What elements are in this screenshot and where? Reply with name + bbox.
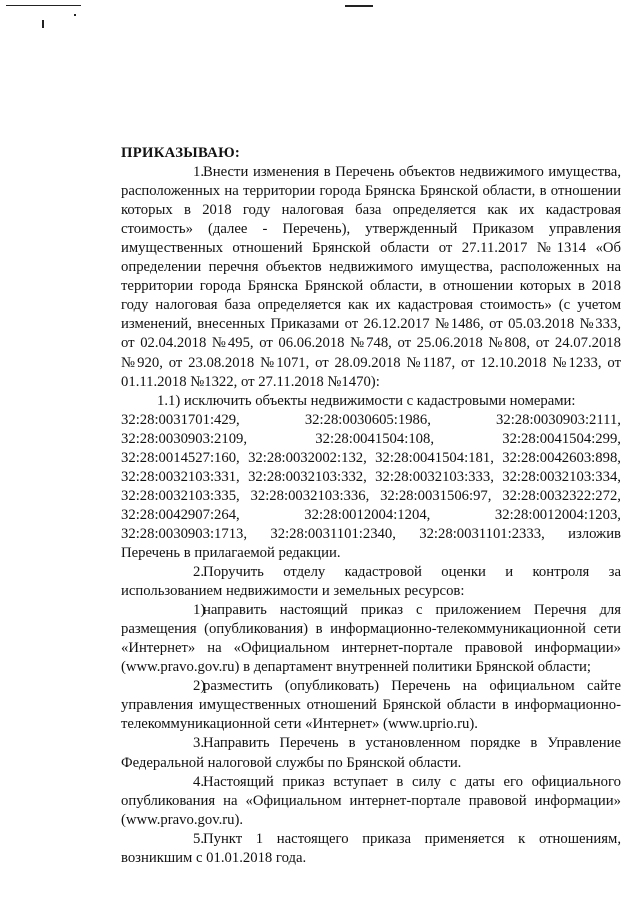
document-heading: ПРИКАЗЫВАЮ: bbox=[121, 145, 241, 161]
item-text: разместить (опубликовать) Перечень на официальном сайте управления имущественных отношений Брянской области в информационно-телекоммуникационной сети «Интернет» (www.uprio.ru). bbox=[121, 678, 621, 733]
cadastral-row bbox=[121, 506, 621, 525]
cadastral-number: 32:28:0032103:334, bbox=[502, 468, 621, 485]
paragraph-item-2 bbox=[121, 563, 621, 601]
cadastral-number: 32:28:0030903:1713, bbox=[121, 525, 248, 542]
cadastral-number: 32:28:0030605:1986, bbox=[304, 411, 431, 428]
cadastral-number: 32:28:0041504:181, bbox=[375, 449, 494, 466]
paragraph-item-1 bbox=[121, 163, 621, 392]
item-text: Поручить отделу кадастровой оценки и контроля за использованием недвижимости и земельных ресурсов: bbox=[121, 564, 621, 600]
subitem-1-1-intro: 1.1) исключить объекты недвижимости с кадастровыми номерами: bbox=[157, 392, 576, 409]
cadastral-number: 32:28:0041504:299, bbox=[502, 430, 621, 447]
item-text: Настоящий приказ вступает в силу с даты его официального опубликования на «Официальном интернет-портале правовой информации» (www.pravo.gov.ru). bbox=[121, 773, 621, 828]
cadastral-row bbox=[121, 487, 621, 506]
cadastral-number: 32:28:0042907:264, bbox=[121, 506, 240, 523]
cadastral-row bbox=[121, 430, 621, 449]
cadastral-number: 32:28:0012004:1203, bbox=[494, 506, 621, 523]
cadastral-number: 32:28:0041504:108, bbox=[315, 430, 435, 447]
paragraph-item-3 bbox=[121, 734, 621, 772]
scan-artifact-mark bbox=[74, 14, 76, 16]
cadastral-number: 32:28:0032103:336, bbox=[250, 487, 370, 504]
item-number: 2. bbox=[193, 564, 205, 581]
cadastral-number: 32:28:0031506:97, bbox=[380, 487, 492, 504]
paragraph-item-4 bbox=[121, 773, 621, 830]
paragraph-item-5 bbox=[121, 830, 621, 868]
cadastral-row bbox=[121, 449, 621, 468]
cadastral-number: 32:28:0014527:160, bbox=[121, 449, 240, 466]
cadastral-number: изложив bbox=[568, 525, 621, 542]
item-number: 3. bbox=[193, 735, 205, 752]
item-text: направить настоящий приказ с приложением Перечня для размещения (опубликования) в информационно-телекоммуникационной сети «Интернет» на «Официальном интернет-портале правовой информации» (www.pravo.gov.ru) в департамент внутренней политики Брянской области; bbox=[121, 602, 621, 676]
cadastral-number: 32:28:0032103:331, bbox=[121, 468, 240, 485]
cadastral-number: 32:28:0032002:132, bbox=[248, 449, 367, 466]
cadastral-number: 32:28:0032103:332, bbox=[248, 468, 367, 485]
cadastral-number: 32:28:0012004:1204, bbox=[304, 506, 431, 523]
scan-artifact-mark bbox=[42, 20, 44, 28]
item-number: 5. bbox=[193, 830, 205, 847]
cadastral-number: 32:28:0042603:898, bbox=[502, 449, 621, 466]
scan-artifact-line bbox=[345, 5, 373, 7]
cadastral-number: 32:28:0030903:2109, bbox=[121, 430, 248, 447]
item-text: Направить Перечень в установленном порядке в Управление Федеральной налоговой службы по Брянской области. bbox=[121, 735, 621, 771]
subitem-2-2 bbox=[121, 677, 621, 734]
item-number: 2) bbox=[193, 678, 206, 695]
cadastral-number: 32:28:0031701:429, bbox=[121, 411, 240, 428]
subitem-1-1-tail: Перечень в прилагаемой редакции. bbox=[121, 544, 341, 561]
cadastral-number: 32:28:0030903:2111, bbox=[496, 411, 621, 428]
item-number: 1. bbox=[193, 164, 205, 181]
cadastral-number: 32:28:0032322:272, bbox=[502, 487, 621, 504]
item-text: Внести изменения в Перечень объектов недвижимого имущества, расположенных на территории города Брянска Брянской области, в отношении которых в 2018 году налоговая база определяется как их кадастровая стоимость» (далее - Перечень), утвержденный Приказом управления имущественных отношений Брянской области от 27.11.2017 №1314 «Об определении перечня объектов недвижимого имущества, расположенных на территории города Брянска Брянской области, в отношении которых в 2018 году налоговая база определяется как их кадастровая стоимость» (с учетом изменений, внесенных Приказами от 26.12.2017 №1486, от 05.03.2018 №333, от 02.04.2018 №495, от 06.06.2018 №748, от 25.06.2018 №808, от 24.07.2018 №920, от 23.08.2018 №1071, от 28.09.2018 №1187, от 12.10.2018 №1233, от 01.11.2018 №1322, от 27.11.2018 №1470): bbox=[121, 164, 621, 390]
cadastral-row bbox=[121, 525, 621, 544]
order-document bbox=[121, 144, 621, 868]
cadastral-row bbox=[121, 411, 621, 430]
scan-artifact-line bbox=[6, 5, 81, 6]
item-number: 1) bbox=[193, 602, 206, 619]
item-number: 4. bbox=[193, 773, 205, 790]
subitem-2-1 bbox=[121, 601, 621, 677]
cadastral-number: 32:28:0031101:2340, bbox=[270, 525, 396, 542]
item-text: Пункт 1 настоящего приказа применяется к отношениям, возникшим с 01.01.2018 года. bbox=[121, 830, 621, 866]
cadastral-numbers-list bbox=[121, 411, 621, 544]
cadastral-number: 32:28:0032103:333, bbox=[375, 468, 494, 485]
cadastral-number: 32:28:0031101:2333, bbox=[419, 525, 545, 542]
cadastral-number: 32:28:0032103:335, bbox=[121, 487, 240, 504]
cadastral-row bbox=[121, 468, 621, 487]
